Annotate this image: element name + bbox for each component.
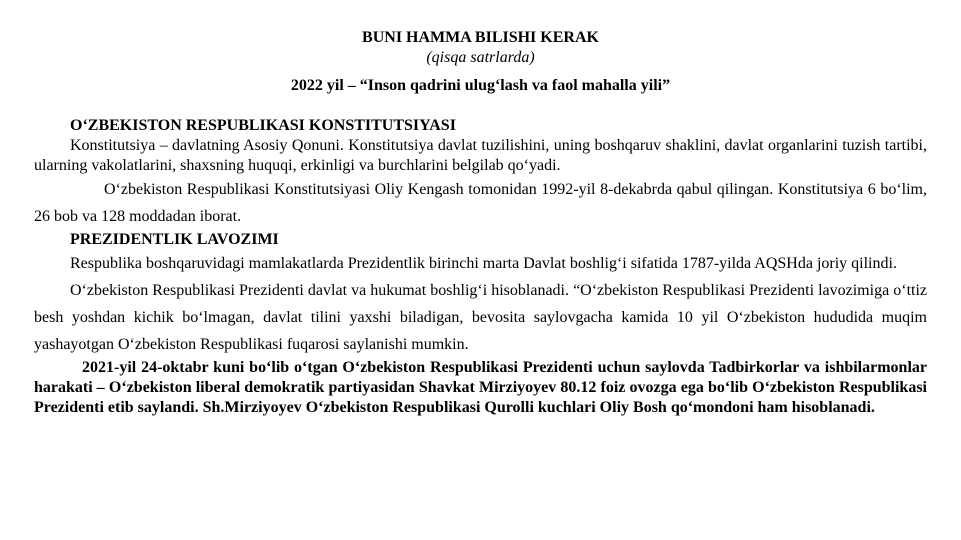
section-presidency — [34, 230, 927, 418]
document-title: BUNI HAMMA BILISHI KERAK — [362, 29, 599, 46]
year-motto: 2022 yil – “Inson qadrini ulug‘lash va faol mahalla yili” — [290, 77, 671, 94]
section-heading-constitution: O‘ZBEKISTON RESPUBLIKASI KONSTITUTSIYASI — [70, 117, 456, 134]
paragraph-presidency-election: 2021-yil 24-oktabr kuni bo‘lib o‘tgan O‘zbekiston Respublikasi Prezidenti uchun saylovda Tadbirkorlar va ishbilarmonlar harakati – O‘zbekiston liberal demokratik partiyasidan Shavkat Mirziyoyev 80.12 foiz ovozga ega bo‘lib O‘zbekiston Respublikasi Prezidenti etib saylandi. Sh.Mirziyoyev O‘zbekiston Respublikasi Qurolli kuchlari Oliy Bosh qo‘mondoni ham hisoblanadi. — [34, 359, 927, 416]
paragraph-presidency-history: Respublika boshqaruvidagi mamlakatlarda Prezidentlik birinchi marta Davlat boshlig‘i sifatida 1787-yilda AQSHda joriy qilindi. — [70, 255, 897, 272]
section-constitution — [34, 116, 927, 230]
paragraph-presidency-requirements: O‘zbekiston Respublikasi Prezidenti davlat va hukumat boshlig‘i hisoblanadi. “O‘zbekiston Respublikasi Prezidenti lavozimiga o‘ttiz besh yoshdan kichik bo‘lmagan, davlat tilini yaxshi biladigan, bevosita saylovgacha kamida 10 yil O‘zbekiston hududida muqim yashayotgan O‘zbekiston Respublikasi fuqarosi saylanishi mumkin. — [34, 282, 927, 353]
paragraph-constitution-adoption: O‘zbekiston Respublikasi Konstitutsiyasi Oliy Kengash tomonidan 1992-yil 8-dekabrda qabul qilingan. Konstitutsiya 6 bo‘lim, 26 bob va 128 moddadan iborat. — [34, 181, 927, 225]
document-subtitle: (qisqa satrlarda) — [426, 49, 535, 66]
document-page — [34, 28, 927, 418]
paragraph-constitution-definition: Konstitutsiya – davlatning Asosiy Qonuni. Konstitutsiya davlat tuzilishini, uning boshqaruv shaklini, davlat organlarini tuzish tartibi, ularning vakolatlarini, shaxsning huquqi, erkinligi va burchlarini belgilab qo‘yadi. — [34, 137, 927, 174]
section-heading-presidency: PREZIDENTLIK LAVOZIMI — [70, 231, 279, 248]
